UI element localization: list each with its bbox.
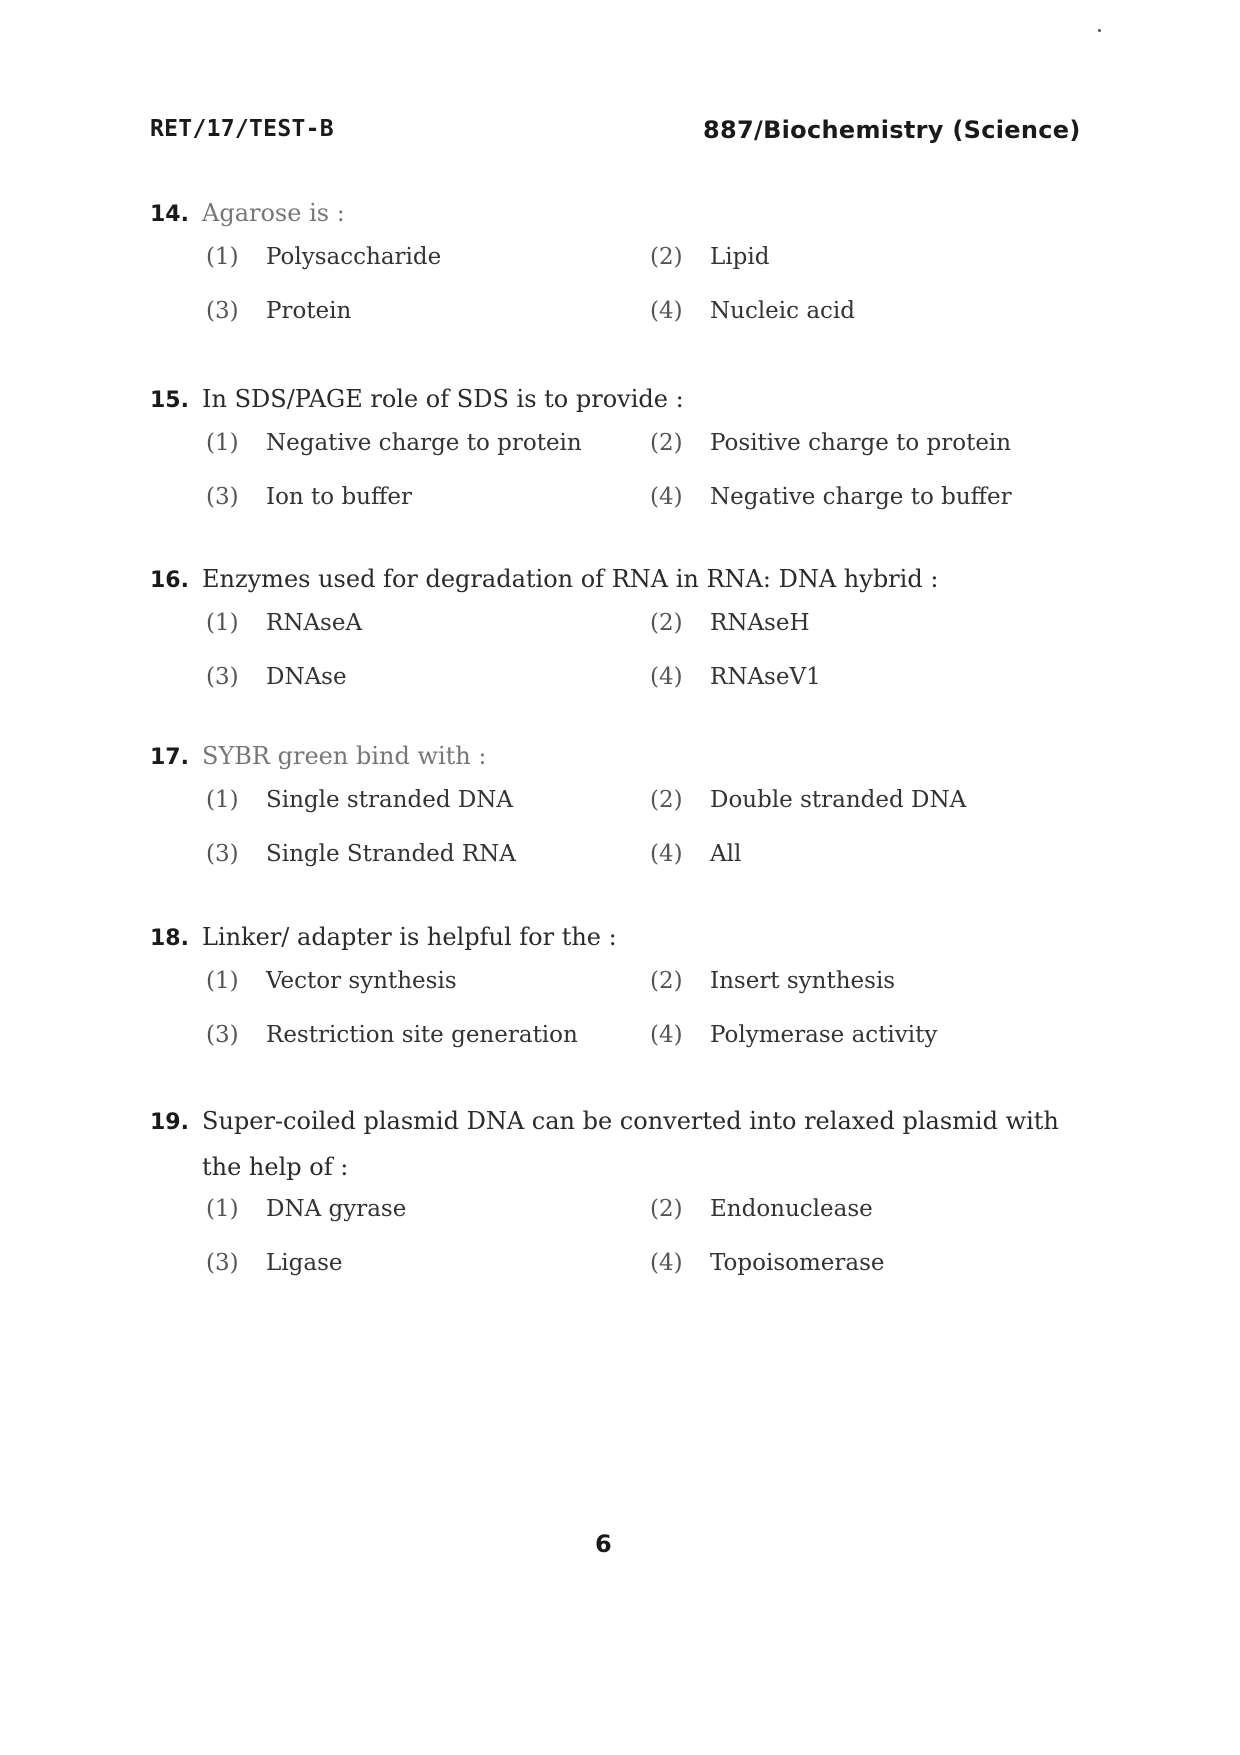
option-text: Ligase bbox=[266, 1250, 343, 1276]
option-number: (4) bbox=[650, 841, 683, 867]
question-text: In SDS/PAGE role of SDS is to provide : bbox=[202, 385, 684, 413]
question-15 bbox=[150, 376, 1070, 542]
option-3 bbox=[206, 1250, 342, 1276]
option-number: (2) bbox=[650, 610, 683, 636]
option-3 bbox=[206, 484, 412, 510]
option-number: (4) bbox=[650, 298, 683, 324]
question-text: Enzymes used for degradation of RNA in RNA: DNA hybrid : bbox=[202, 565, 939, 593]
option-number: (3) bbox=[206, 1022, 239, 1048]
option-text: Endonuclease bbox=[710, 1196, 873, 1222]
option-1 bbox=[206, 244, 441, 270]
paper-subject: 887/Biochemistry (Science) bbox=[703, 116, 1081, 144]
option-number: (3) bbox=[206, 664, 239, 690]
option-text: RNAseH bbox=[710, 610, 810, 636]
option-2 bbox=[650, 787, 966, 813]
option-text: RNAseV1 bbox=[710, 664, 821, 690]
question-stem bbox=[150, 190, 1070, 238]
option-text: Restriction site generation bbox=[266, 1022, 578, 1048]
option-text: Negative charge to buffer bbox=[710, 484, 1012, 510]
option-2 bbox=[650, 430, 1011, 456]
option-number: (4) bbox=[650, 1022, 683, 1048]
options-list bbox=[150, 610, 1070, 722]
option-text: Protein bbox=[266, 298, 352, 324]
question-number: 18. bbox=[150, 926, 189, 951]
question-19 bbox=[150, 1098, 1070, 1308]
option-number: (2) bbox=[650, 968, 683, 994]
question-number: 16. bbox=[150, 568, 189, 593]
question-stem bbox=[150, 556, 1070, 604]
option-number: (3) bbox=[206, 484, 239, 510]
question-text: SYBR green bind with : bbox=[202, 742, 487, 770]
question-16 bbox=[150, 556, 1070, 722]
option-text: Lipid bbox=[710, 244, 770, 270]
option-number: (2) bbox=[650, 430, 683, 456]
option-4 bbox=[650, 1250, 885, 1276]
option-number: (1) bbox=[206, 787, 239, 813]
question-text: Super-coiled plasmid DNA can be converted into relaxed plasmid with the help of : bbox=[202, 1107, 1059, 1181]
option-1 bbox=[206, 430, 582, 456]
option-text: Polysaccharide bbox=[266, 244, 442, 270]
option-text: All bbox=[710, 841, 742, 867]
option-number: (2) bbox=[650, 244, 683, 270]
question-text: Linker/ adapter is helpful for the : bbox=[202, 923, 617, 951]
options-list bbox=[150, 1196, 1070, 1308]
option-text: Single Stranded RNA bbox=[266, 841, 516, 867]
option-text: Polymerase activity bbox=[710, 1022, 938, 1048]
question-stem bbox=[150, 376, 1070, 424]
options-list bbox=[150, 430, 1070, 542]
option-number: (3) bbox=[206, 841, 239, 867]
option-text: Nucleic acid bbox=[710, 298, 856, 324]
option-number: (3) bbox=[206, 1250, 239, 1276]
question-stem bbox=[150, 733, 1070, 781]
option-text: RNAseA bbox=[266, 610, 363, 636]
option-4 bbox=[650, 841, 741, 867]
option-text: Single stranded DNA bbox=[266, 787, 514, 813]
option-1 bbox=[206, 1196, 406, 1222]
question-number: 19. bbox=[150, 1110, 189, 1135]
option-text: DNA gyrase bbox=[266, 1196, 407, 1222]
option-number: (1) bbox=[206, 244, 239, 270]
option-2 bbox=[650, 968, 895, 994]
question-text: Agarose is : bbox=[202, 199, 345, 227]
option-text: Topoisomerase bbox=[710, 1250, 885, 1276]
option-number: (4) bbox=[650, 1250, 683, 1276]
scan-speck bbox=[1098, 29, 1101, 32]
option-3 bbox=[206, 841, 516, 867]
question-17 bbox=[150, 733, 1070, 899]
question-18 bbox=[150, 914, 1070, 1080]
option-1 bbox=[206, 610, 362, 636]
option-3 bbox=[206, 664, 347, 690]
option-text: DNAse bbox=[266, 664, 347, 690]
option-text: Vector synthesis bbox=[266, 968, 457, 994]
option-number: (3) bbox=[206, 298, 239, 324]
option-1 bbox=[206, 968, 457, 994]
page-number: 6 bbox=[595, 1530, 612, 1558]
question-stem bbox=[150, 1098, 1070, 1190]
question-number: 14. bbox=[150, 202, 189, 227]
option-4 bbox=[650, 484, 1012, 510]
options-list bbox=[150, 787, 1070, 899]
question-number: 17. bbox=[150, 745, 189, 770]
option-4 bbox=[650, 664, 821, 690]
option-text: Double stranded DNA bbox=[710, 787, 967, 813]
option-number: (1) bbox=[206, 968, 239, 994]
option-2 bbox=[650, 1196, 873, 1222]
option-text: Ion to buffer bbox=[266, 484, 412, 510]
question-14 bbox=[150, 190, 1070, 356]
option-number: (1) bbox=[206, 610, 239, 636]
option-1 bbox=[206, 787, 513, 813]
option-3 bbox=[206, 1022, 578, 1048]
option-number: (1) bbox=[206, 1196, 239, 1222]
option-4 bbox=[650, 1022, 937, 1048]
option-3 bbox=[206, 298, 351, 324]
options-list bbox=[150, 968, 1070, 1080]
option-text: Insert synthesis bbox=[710, 968, 896, 994]
option-number: (4) bbox=[650, 664, 683, 690]
question-number: 15. bbox=[150, 388, 189, 413]
option-number: (2) bbox=[650, 787, 683, 813]
paper-code: RET/17/TEST-B bbox=[150, 116, 334, 142]
option-2 bbox=[650, 610, 810, 636]
question-stem bbox=[150, 914, 1070, 962]
option-number: (1) bbox=[206, 430, 239, 456]
option-text: Negative charge to protein bbox=[266, 430, 582, 456]
option-number: (2) bbox=[650, 1196, 683, 1222]
option-number: (4) bbox=[650, 484, 683, 510]
option-text: Positive charge to protein bbox=[710, 430, 1012, 456]
option-2 bbox=[650, 244, 769, 270]
option-4 bbox=[650, 298, 855, 324]
options-list bbox=[150, 244, 1070, 356]
